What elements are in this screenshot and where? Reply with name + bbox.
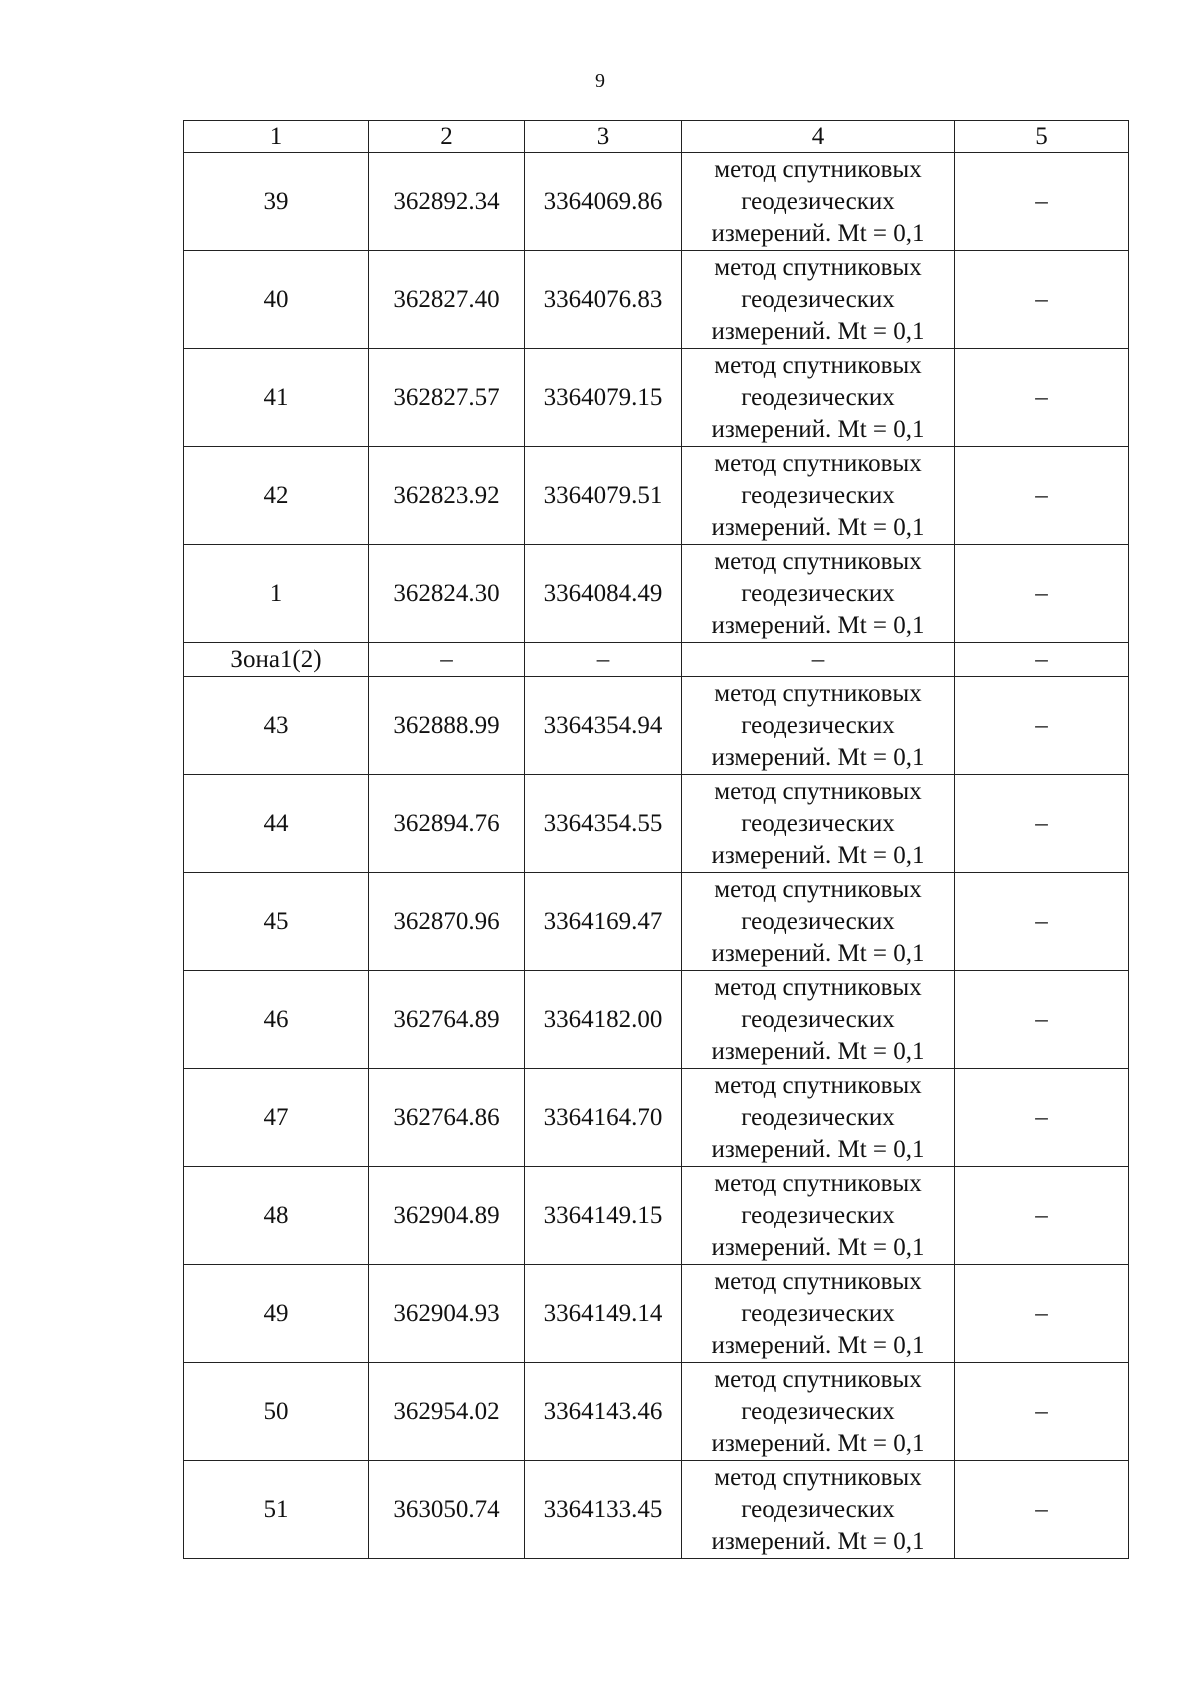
method-cell bbox=[682, 1363, 955, 1461]
method-line: геодезических bbox=[741, 1299, 895, 1327]
point-number-cell: 43 bbox=[184, 677, 369, 775]
y-coordinate-cell: 3364076.83 bbox=[525, 251, 682, 349]
table-row bbox=[184, 1265, 1129, 1363]
method-cell bbox=[682, 1265, 955, 1363]
method-line: метод спутниковых bbox=[714, 875, 922, 903]
method-line: геодезических bbox=[741, 285, 895, 313]
method-line: измерений. Mt = 0,1 bbox=[711, 1429, 925, 1457]
method-line: метод спутниковых bbox=[714, 449, 922, 477]
header-cell-1: 1 bbox=[184, 121, 369, 153]
x-coordinate-cell: 362764.86 bbox=[369, 1069, 525, 1167]
col5-cell: – bbox=[955, 1461, 1129, 1559]
y-coordinate-cell: 3364079.15 bbox=[525, 349, 682, 447]
method-line: геодезических bbox=[741, 1397, 895, 1425]
method-line: геодезических bbox=[741, 809, 895, 837]
zone-empty-cell: – bbox=[955, 643, 1129, 677]
method-line: измерений. Mt = 0,1 bbox=[711, 415, 925, 443]
table-row bbox=[184, 1461, 1129, 1559]
table-row bbox=[184, 1167, 1129, 1265]
point-number-cell: 39 bbox=[184, 153, 369, 251]
method-line: метод спутниковых bbox=[714, 679, 922, 707]
x-coordinate-cell: 362888.99 bbox=[369, 677, 525, 775]
col5-cell: – bbox=[955, 971, 1129, 1069]
col5-cell: – bbox=[955, 251, 1129, 349]
point-number-cell: 45 bbox=[184, 873, 369, 971]
method-line: метод спутниковых bbox=[714, 155, 922, 183]
x-coordinate-cell: 362894.76 bbox=[369, 775, 525, 873]
table-row bbox=[184, 775, 1129, 873]
method-cell bbox=[682, 971, 955, 1069]
method-line: геодезических bbox=[741, 579, 895, 607]
method-line: геодезических bbox=[741, 711, 895, 739]
method-line: геодезических bbox=[741, 383, 895, 411]
method-line: геодезических bbox=[741, 1005, 895, 1033]
method-cell bbox=[682, 1069, 955, 1167]
method-line: измерений. Mt = 0,1 bbox=[711, 939, 925, 967]
point-number-cell: 42 bbox=[184, 447, 369, 545]
x-coordinate-cell: 362827.57 bbox=[369, 349, 525, 447]
method-cell bbox=[682, 677, 955, 775]
table-row bbox=[184, 153, 1129, 251]
zone-empty-cell: – bbox=[682, 643, 955, 677]
col5-cell: – bbox=[955, 153, 1129, 251]
table-row bbox=[184, 971, 1129, 1069]
method-line: метод спутниковых bbox=[714, 547, 922, 575]
x-coordinate-cell: 362824.30 bbox=[369, 545, 525, 643]
point-number-cell: 51 bbox=[184, 1461, 369, 1559]
table-row bbox=[184, 873, 1129, 971]
method-cell bbox=[682, 349, 955, 447]
x-coordinate-cell: 362892.34 bbox=[369, 153, 525, 251]
col5-cell: – bbox=[955, 447, 1129, 545]
method-line: измерений. Mt = 0,1 bbox=[711, 841, 925, 869]
point-number-cell: 40 bbox=[184, 251, 369, 349]
point-number-cell: 46 bbox=[184, 971, 369, 1069]
method-line: измерений. Mt = 0,1 bbox=[711, 1233, 925, 1261]
method-line: метод спутниковых bbox=[714, 777, 922, 805]
method-line: геодезических bbox=[741, 1103, 895, 1131]
y-coordinate-cell: 3364069.86 bbox=[525, 153, 682, 251]
col5-cell: – bbox=[955, 677, 1129, 775]
y-coordinate-cell: 3364084.49 bbox=[525, 545, 682, 643]
col5-cell: – bbox=[955, 545, 1129, 643]
point-number-cell: 49 bbox=[184, 1265, 369, 1363]
table-row bbox=[184, 1069, 1129, 1167]
col5-cell: – bbox=[955, 1363, 1129, 1461]
col5-cell: – bbox=[955, 873, 1129, 971]
table-row bbox=[184, 251, 1129, 349]
table-row bbox=[184, 1363, 1129, 1461]
method-line: измерений. Mt = 0,1 bbox=[711, 513, 925, 541]
method-line: метод спутниковых bbox=[714, 1365, 922, 1393]
method-line: измерений. Mt = 0,1 bbox=[711, 1135, 925, 1163]
method-line: геодезических bbox=[741, 187, 895, 215]
method-line: метод спутниковых bbox=[714, 1071, 922, 1099]
y-coordinate-cell: 3364149.15 bbox=[525, 1167, 682, 1265]
zone-empty-cell: – bbox=[525, 643, 682, 677]
y-coordinate-cell: 3364079.51 bbox=[525, 447, 682, 545]
col5-cell: – bbox=[955, 1069, 1129, 1167]
method-cell bbox=[682, 153, 955, 251]
point-number-cell: 41 bbox=[184, 349, 369, 447]
method-line: измерений. Mt = 0,1 bbox=[711, 611, 925, 639]
table-row bbox=[184, 349, 1129, 447]
method-line: геодезических bbox=[741, 481, 895, 509]
x-coordinate-cell: 362954.02 bbox=[369, 1363, 525, 1461]
method-line: геодезических bbox=[741, 1201, 895, 1229]
method-cell bbox=[682, 775, 955, 873]
y-coordinate-cell: 3364354.94 bbox=[525, 677, 682, 775]
point-number-cell: 44 bbox=[184, 775, 369, 873]
x-coordinate-cell: 362904.89 bbox=[369, 1167, 525, 1265]
header-cell-4: 4 bbox=[682, 121, 955, 153]
method-line: метод спутниковых bbox=[714, 1463, 922, 1491]
method-line: метод спутниковых bbox=[714, 1267, 922, 1295]
x-coordinate-cell: 362870.96 bbox=[369, 873, 525, 971]
method-line: геодезических bbox=[741, 907, 895, 935]
method-line: измерений. Mt = 0,1 bbox=[711, 1527, 925, 1555]
method-line: метод спутниковых bbox=[714, 253, 922, 281]
col5-cell: – bbox=[955, 775, 1129, 873]
x-coordinate-cell: 362823.92 bbox=[369, 447, 525, 545]
zone-row bbox=[184, 643, 1129, 677]
method-line: измерений. Mt = 0,1 bbox=[711, 317, 925, 345]
method-line: измерений. Mt = 0,1 bbox=[711, 1037, 925, 1065]
method-line: метод спутниковых bbox=[714, 1169, 922, 1197]
point-number-cell: 47 bbox=[184, 1069, 369, 1167]
x-coordinate-cell: 362764.89 bbox=[369, 971, 525, 1069]
table-body bbox=[184, 121, 1129, 1559]
method-cell bbox=[682, 1167, 955, 1265]
method-line: измерений. Mt = 0,1 bbox=[711, 219, 925, 247]
method-cell bbox=[682, 873, 955, 971]
header-cell-5: 5 bbox=[955, 121, 1129, 153]
table-header-row bbox=[184, 121, 1129, 153]
header-cell-2: 2 bbox=[369, 121, 525, 153]
x-coordinate-cell: 362827.40 bbox=[369, 251, 525, 349]
method-cell bbox=[682, 251, 955, 349]
method-line: измерений. Mt = 0,1 bbox=[711, 1331, 925, 1359]
page-number: 9 bbox=[595, 70, 605, 92]
x-coordinate-cell: 363050.74 bbox=[369, 1461, 525, 1559]
method-line: метод спутниковых bbox=[714, 351, 922, 379]
table-row bbox=[184, 545, 1129, 643]
y-coordinate-cell: 3364149.14 bbox=[525, 1265, 682, 1363]
point-number-cell: 48 bbox=[184, 1167, 369, 1265]
table-row bbox=[184, 447, 1129, 545]
x-coordinate-cell: 362904.93 bbox=[369, 1265, 525, 1363]
y-coordinate-cell: 3364133.45 bbox=[525, 1461, 682, 1559]
point-number-cell: 1 bbox=[184, 545, 369, 643]
col5-cell: – bbox=[955, 1265, 1129, 1363]
method-cell bbox=[682, 1461, 955, 1559]
col5-cell: – bbox=[955, 1167, 1129, 1265]
method-line: метод спутниковых bbox=[714, 973, 922, 1001]
y-coordinate-cell: 3364143.46 bbox=[525, 1363, 682, 1461]
y-coordinate-cell: 3364164.70 bbox=[525, 1069, 682, 1167]
table-row bbox=[184, 677, 1129, 775]
y-coordinate-cell: 3364182.00 bbox=[525, 971, 682, 1069]
point-number-cell: 50 bbox=[184, 1363, 369, 1461]
header-cell-3: 3 bbox=[525, 121, 682, 153]
y-coordinate-cell: 3364354.55 bbox=[525, 775, 682, 873]
zone-empty-cell: – bbox=[369, 643, 525, 677]
method-line: геодезических bbox=[741, 1495, 895, 1523]
y-coordinate-cell: 3364169.47 bbox=[525, 873, 682, 971]
method-line: измерений. Mt = 0,1 bbox=[711, 743, 925, 771]
col5-cell: – bbox=[955, 349, 1129, 447]
method-cell bbox=[682, 545, 955, 643]
coordinates-table bbox=[183, 120, 1129, 1559]
zone-label-cell: Зона1(2) bbox=[184, 643, 369, 677]
method-cell bbox=[682, 447, 955, 545]
